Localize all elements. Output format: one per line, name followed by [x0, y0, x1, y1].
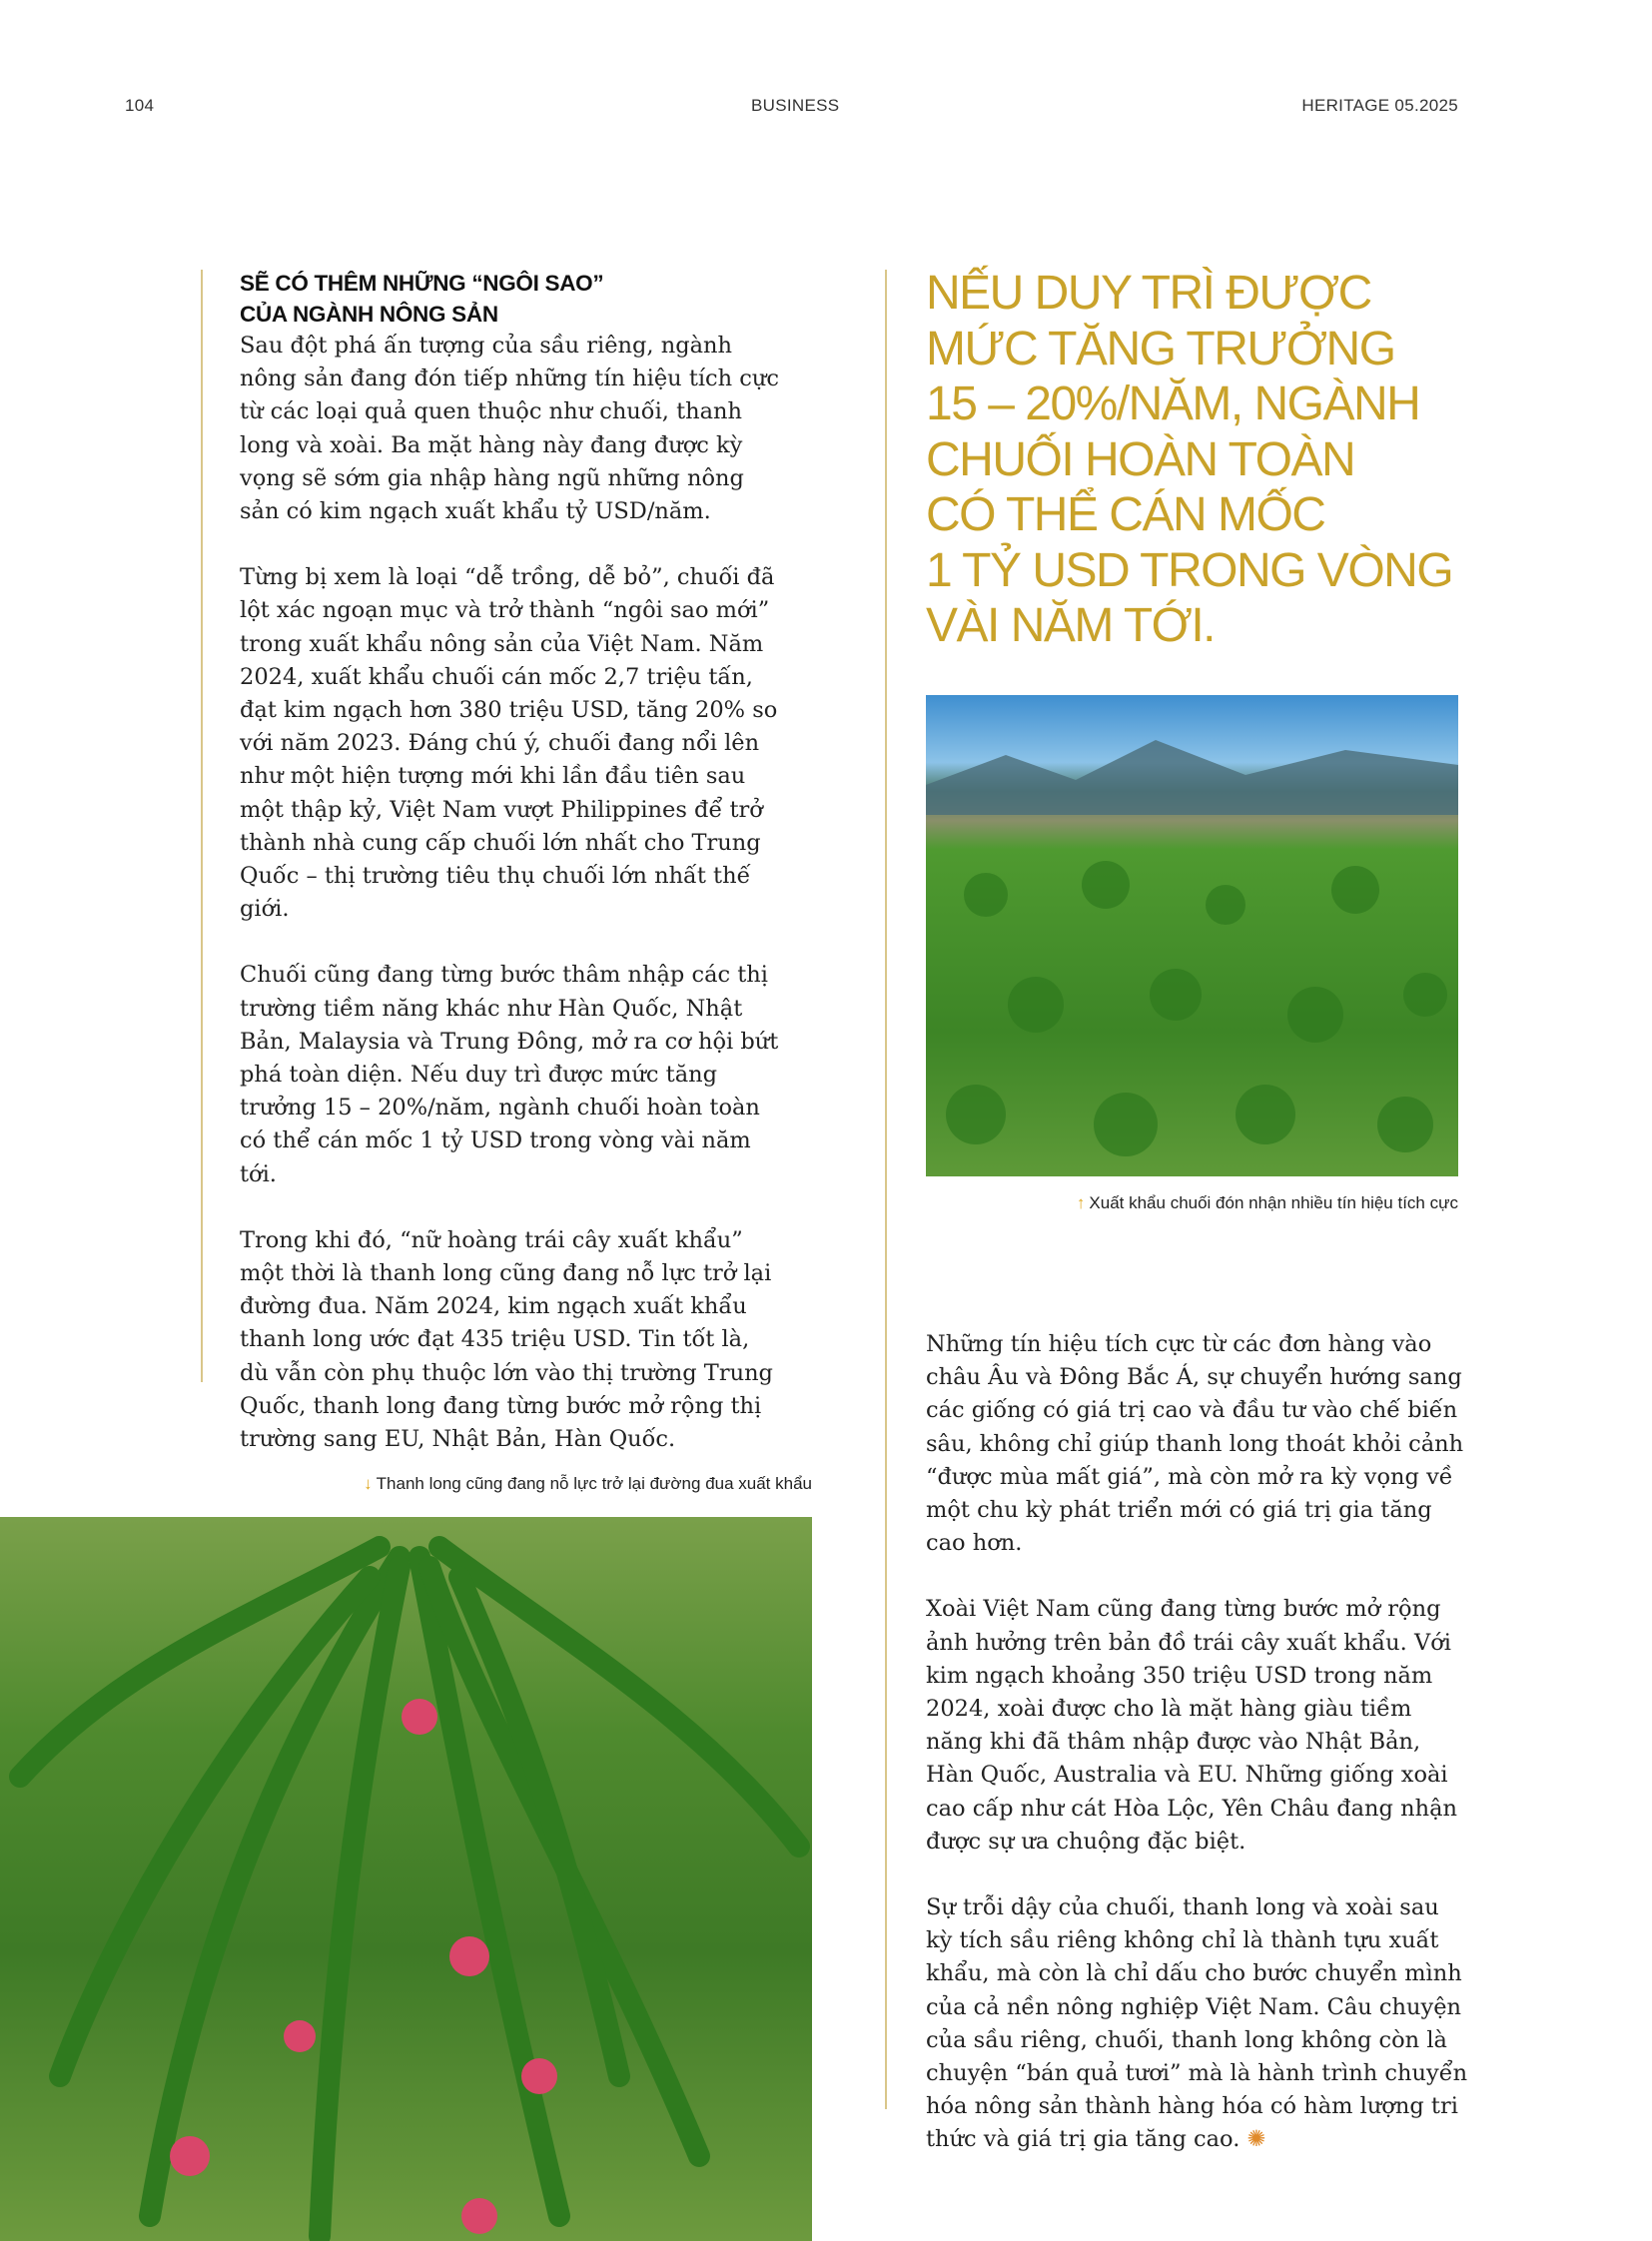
paragraph: Chuối cũng đang từng bước thâm nhập các thị trường tiềm năng khác như Hàn Quốc, Nhật Bản, Malaysia và Trung Đông, mở ra cơ hội bứt phá toàn diện. Nếu duy trì được mức tăng trưởng 15 – 20%/năm, ngành chuối hoàn toàn có thể cán mốc 1 tỷ USD trong vòng vài năm tới. [240, 962, 779, 1187]
lotus-end-mark-icon: ✺ [1246, 2126, 1266, 2153]
paragraph: Những tín hiệu tích cực từ các đơn hàng vào châu Âu và Đông Bắc Á, sự chuyển hướng sang các giống có giá trị cao và đầu tư vào chế biến sâu, không chỉ giúp thanh long thoát khỏi cảnh “được mùa mất giá”, mà còn mở ra kỳ vọng về một chu kỳ phát triển mới có giá trị gia tăng cao hơn. [926, 1331, 1464, 1557]
arrow-up-icon: ↑ [1076, 1193, 1086, 1212]
arrow-down-icon: ↓ [364, 1474, 373, 1493]
banana-plants-illustration [926, 695, 1458, 1176]
issue-label: HERITAGE 05.2025 [1301, 96, 1458, 115]
paragraph: Từng bị xem là loại “dễ trồng, dễ bỏ”, chuối đã lột xác ngoạn mục và trở thành “ngôi sao mới” trong xuất khẩu nông sản của Việt Nam. Năm 2024, xuất khẩu chuối cán mốc 2,7 triệu tấn, đạt kim ngạch hơn 380 triệu USD, tăng 20% so với năm 2023. Đáng chú ý, chuối đang nổi lên như một hiện tượng mới khi lần đầu tiên sau một thập kỷ, Việt Nam vượt Philippines để trở thành nhà cung cấp chuối lớn nhất cho Trung Quốc – thị trường tiêu thụ chuối lớn nhất thế giới. [240, 564, 778, 923]
section-label: BUSINESS [751, 96, 840, 115]
left-column [240, 268, 784, 1489]
page-number: 104 [125, 96, 155, 115]
dragonfruit-caption: ↓ Thanh long cũng đang nỗ lực trở lại đường đua xuất khẩu [364, 1474, 812, 1493]
dragonfruit-plant-illustration [0, 1517, 812, 2241]
banana-caption: ↑ Xuất khẩu chuối đón nhận nhiều tín hiệu tích cực [1076, 1193, 1458, 1212]
paragraph: Sau đột phá ấn tượng của sầu riêng, ngành nông sản đang đón tiếp những tín hiệu tích cực từ các loại quả quen thuộc như chuối, thanh long và xoài. Ba mặt hàng này đang được kỳ vọng sẽ sớm gia nhập hàng ngũ những nông sản có kim ngạch xuất khẩu tỷ USD/năm. [240, 333, 779, 525]
pull-quote: NẾU DUY TRÌ ĐƯỢC MỨC TĂNG TRƯỞNG 15 – 20%/NĂM, NGÀNH CHUỐI HOÀN TOÀN CÓ THỂ CÁN MỐC 1 TỶ USD TRONG VÒNG VÀI NĂM TỚI. [926, 267, 1453, 652]
dragonfruit-photo [0, 1517, 812, 2241]
right-column-rule [885, 270, 887, 2109]
paragraph: Trong khi đó, “nữ hoàng trái cây xuất khẩu” một thời là thanh long cũng đang nỗ lực trở lại đường đua. Năm 2024, kim ngạch xuất khẩu thanh long ước đạt 435 triệu USD. Tin tốt là, dù vẫn còn phụ thuộc lớn vào thị trường Trung Quốc, thanh long đang từng bước mở rộng thị trường sang EU, Nhật Bản, Hàn Quốc. [240, 1226, 773, 1453]
section-heading: SẼ CÓ THÊM NHỮNG “NGÔI SAO” CỦA NGÀNH NÔNG SẢN [240, 271, 604, 327]
right-column [926, 1328, 1470, 2190]
paragraph: Sự trỗi dậy của chuối, thanh long và xoài sau kỳ tích sầu riêng không chỉ là thành tựu xuất khẩu, mà còn là chỉ dấu cho bước chuyển mình của cả nền nông nghiệp Việt Nam. Câu chuyện của sầu riêng, chuối, thanh long không còn là chuyện “bán quả tươi” mà là hành trình chuyển hóa nông sản thành hàng hóa có hàm lượng tri thức và giá trị gia tăng cao. ✺ [926, 1894, 1468, 2153]
left-column-rule [201, 270, 203, 1382]
banana-field-photo [926, 695, 1458, 1176]
paragraph: Xoài Việt Nam cũng đang từng bước mở rộng ảnh hưởng trên bản đồ trái cây xuất khẩu. Với kim ngạch khoảng 350 triệu USD trong năm 2024, xoài được cho là mặt hàng giàu tiềm năng khi đã thâm nhập được vào Nhật Bản, Hàn Quốc, Australia và EU. Những giống xoài cao cấp như cát Hòa Lộc, Yên Châu đang nhận được sự ưa chuộng đặc biệt. [926, 1596, 1457, 1855]
